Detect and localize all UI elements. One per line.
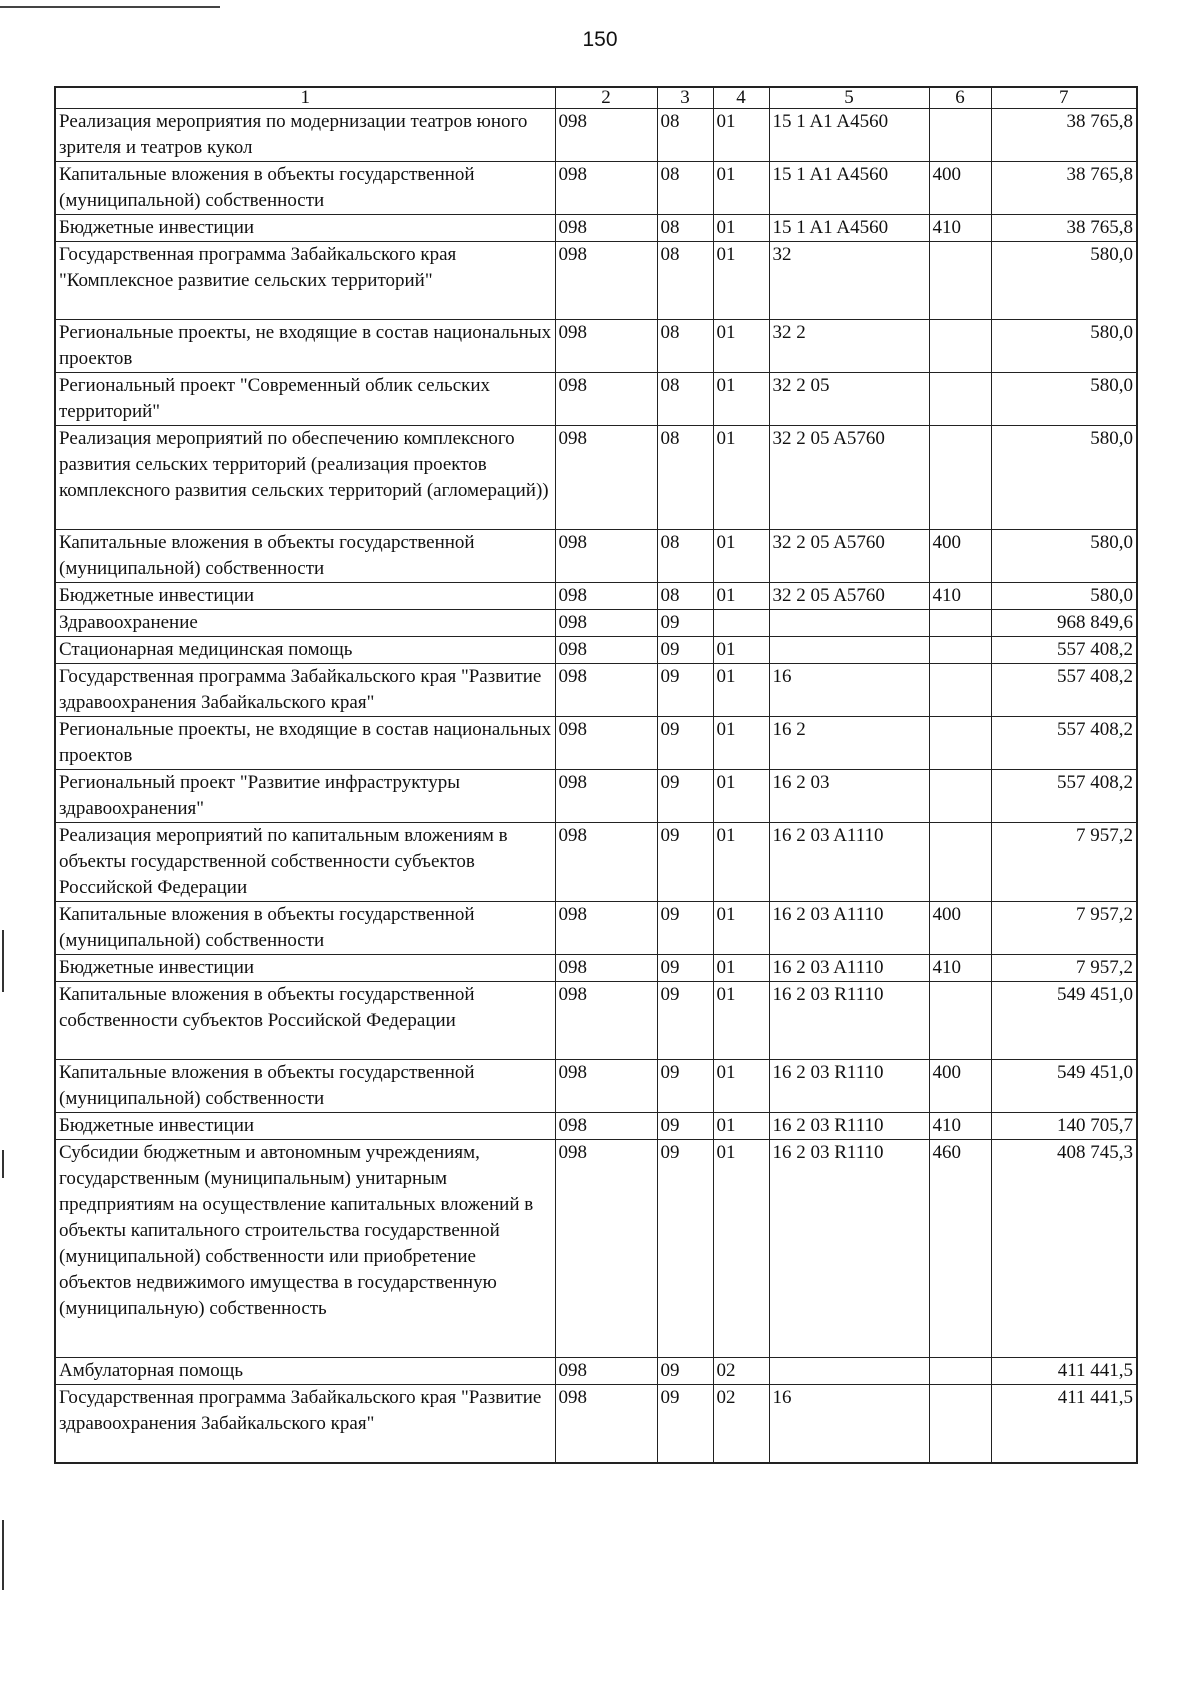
row-subsection-cell: 01 (713, 530, 769, 583)
row-amount-cell: 580,0 (991, 530, 1137, 583)
row-name-cell: Региональные проекты, не входящие в состав национальных проектов (55, 320, 555, 373)
row-subsection-cell: 01 (713, 1113, 769, 1140)
table-row (55, 637, 1137, 664)
table-row (55, 215, 1137, 242)
row-type-cell (929, 637, 991, 664)
row-code-cell: 098 (555, 373, 657, 426)
row-code-cell: 098 (555, 982, 657, 1060)
row-code-cell: 098 (555, 1060, 657, 1113)
table-row (55, 823, 1137, 902)
row-name-cell: Государственная программа Забайкальского края "Комплексное развитие сельских территорий" (55, 242, 555, 320)
table-row (55, 902, 1137, 955)
row-type-cell (929, 373, 991, 426)
header-row (55, 87, 1137, 109)
row-amount-cell: 7 957,2 (991, 902, 1137, 955)
row-section-cell: 09 (657, 664, 713, 717)
row-subsection-cell: 01 (713, 823, 769, 902)
row-code-cell: 098 (555, 530, 657, 583)
row-section-cell: 09 (657, 1060, 713, 1113)
row-target-cell: 16 2 03 A1110 (769, 902, 929, 955)
row-amount-cell: 580,0 (991, 373, 1137, 426)
row-code-cell: 098 (555, 1140, 657, 1358)
row-amount-cell: 140 705,7 (991, 1113, 1137, 1140)
row-subsection-cell: 01 (713, 215, 769, 242)
row-target-cell (769, 1358, 929, 1385)
header-cell: 2 (555, 87, 657, 109)
row-type-cell: 400 (929, 902, 991, 955)
header-cell: 5 (769, 87, 929, 109)
row-type-cell (929, 717, 991, 770)
header-cell: 1 (55, 87, 555, 109)
row-section-cell: 09 (657, 637, 713, 664)
row-section-cell: 08 (657, 373, 713, 426)
row-section-cell: 08 (657, 530, 713, 583)
row-type-cell: 400 (929, 1060, 991, 1113)
table-row (55, 1358, 1137, 1385)
table-row (55, 373, 1137, 426)
row-type-cell (929, 770, 991, 823)
row-target-cell: 32 2 05 A5760 (769, 583, 929, 610)
table-row (55, 530, 1137, 583)
row-subsection-cell: 02 (713, 1358, 769, 1385)
row-amount-cell: 411 441,5 (991, 1385, 1137, 1463)
row-amount-cell: 557 408,2 (991, 664, 1137, 717)
row-name-cell: Капитальные вложения в объекты государственной (муниципальной) собственности (55, 1060, 555, 1113)
row-target-cell: 16 (769, 664, 929, 717)
row-name-cell: Бюджетные инвестиции (55, 583, 555, 610)
row-subsection-cell: 01 (713, 664, 769, 717)
row-type-cell (929, 242, 991, 320)
table-row (55, 770, 1137, 823)
row-amount-cell: 7 957,2 (991, 823, 1137, 902)
row-amount-cell: 411 441,5 (991, 1358, 1137, 1385)
header-cell: 3 (657, 87, 713, 109)
row-code-cell: 098 (555, 610, 657, 637)
row-target-cell: 15 1 A1 A4560 (769, 109, 929, 162)
row-subsection-cell: 01 (713, 109, 769, 162)
row-subsection-cell: 01 (713, 426, 769, 530)
row-name-cell: Субсидии бюджетным и автономным учреждениям, государственным (муниципальным) унитарным предприятиям на осуществление капитальных вложений в объекты капитального строительства государственной (муниципальной) собственности или приобретение объектов недвижимого имущества в государственную (муниципальную) собственность (55, 1140, 555, 1358)
table-row (55, 664, 1137, 717)
row-name-cell: Здравоохранение (55, 610, 555, 637)
budget-table (54, 86, 1138, 1464)
row-subsection-cell: 02 (713, 1385, 769, 1463)
table-row (55, 982, 1137, 1060)
row-amount-cell: 7 957,2 (991, 955, 1137, 982)
row-type-cell: 410 (929, 215, 991, 242)
row-subsection-cell: 01 (713, 717, 769, 770)
row-section-cell: 08 (657, 215, 713, 242)
table-row (55, 610, 1137, 637)
row-name-cell: Капитальные вложения в объекты государственной (муниципальной) собственности (55, 530, 555, 583)
scan-top-rule (0, 6, 220, 8)
row-name-cell: Реализация мероприятий по капитальным вложениям в объекты государственной собственности субъектов Российской Федерации (55, 823, 555, 902)
row-subsection-cell: 01 (713, 373, 769, 426)
row-subsection-cell: 01 (713, 770, 769, 823)
row-code-cell: 098 (555, 242, 657, 320)
row-subsection-cell: 01 (713, 242, 769, 320)
table-row (55, 717, 1137, 770)
row-code-cell: 098 (555, 215, 657, 242)
row-code-cell: 098 (555, 902, 657, 955)
row-name-cell: Реализация мероприятий по обеспечению комплексного развития сельских территорий (реализация проектов комплексного развития сельских территорий (агломераций)) (55, 426, 555, 530)
row-name-cell: Бюджетные инвестиции (55, 215, 555, 242)
row-subsection-cell: 01 (713, 320, 769, 373)
row-amount-cell: 408 745,3 (991, 1140, 1137, 1358)
row-section-cell: 09 (657, 1140, 713, 1358)
row-code-cell: 098 (555, 955, 657, 982)
row-subsection-cell: 01 (713, 955, 769, 982)
row-type-cell (929, 982, 991, 1060)
row-target-cell (769, 610, 929, 637)
row-code-cell: 098 (555, 637, 657, 664)
row-name-cell: Реализация мероприятия по модернизации театров юного зрителя и театров кукол (55, 109, 555, 162)
row-name-cell: Капитальные вложения в объекты государственной (муниципальной) собственности (55, 162, 555, 215)
row-type-cell (929, 1358, 991, 1385)
table-row (55, 1385, 1137, 1463)
row-code-cell: 098 (555, 162, 657, 215)
row-target-cell: 32 2 05 A5760 (769, 530, 929, 583)
row-name-cell: Региональный проект "Современный облик сельских территорий" (55, 373, 555, 426)
row-amount-cell: 549 451,0 (991, 1060, 1137, 1113)
row-target-cell: 15 1 A1 A4560 (769, 162, 929, 215)
row-amount-cell: 557 408,2 (991, 770, 1137, 823)
row-section-cell: 09 (657, 770, 713, 823)
row-target-cell: 16 2 03 R1110 (769, 1113, 929, 1140)
row-target-cell: 32 2 05 A5760 (769, 426, 929, 530)
row-subsection-cell: 01 (713, 1140, 769, 1358)
row-section-cell: 08 (657, 109, 713, 162)
header-cell: 4 (713, 87, 769, 109)
row-target-cell (769, 637, 929, 664)
row-name-cell: Амбулаторная помощь (55, 1358, 555, 1385)
row-section-cell: 09 (657, 1113, 713, 1140)
row-section-cell: 09 (657, 955, 713, 982)
row-amount-cell: 580,0 (991, 583, 1137, 610)
row-name-cell: Стационарная медицинская помощь (55, 637, 555, 664)
row-amount-cell: 557 408,2 (991, 717, 1137, 770)
row-amount-cell: 38 765,8 (991, 109, 1137, 162)
row-subsection-cell: 01 (713, 637, 769, 664)
table-row (55, 1113, 1137, 1140)
row-section-cell: 09 (657, 1358, 713, 1385)
row-code-cell: 098 (555, 1113, 657, 1140)
row-type-cell (929, 426, 991, 530)
row-target-cell: 32 (769, 242, 929, 320)
row-subsection-cell: 01 (713, 583, 769, 610)
table-row (55, 1060, 1137, 1113)
row-amount-cell: 580,0 (991, 242, 1137, 320)
table-row (55, 320, 1137, 373)
row-amount-cell: 557 408,2 (991, 637, 1137, 664)
row-target-cell: 32 2 05 (769, 373, 929, 426)
row-section-cell: 08 (657, 320, 713, 373)
row-type-cell: 410 (929, 955, 991, 982)
page-number: 150 (582, 28, 618, 51)
row-name-cell: Государственная программа Забайкальского края "Развитие здравоохранения Забайкальского края" (55, 1385, 555, 1463)
row-type-cell: 410 (929, 583, 991, 610)
row-subsection-cell: 01 (713, 162, 769, 215)
row-name-cell: Бюджетные инвестиции (55, 955, 555, 982)
row-target-cell: 16 2 (769, 717, 929, 770)
scan-margin-mark (2, 1520, 4, 1590)
row-subsection-cell: 01 (713, 902, 769, 955)
row-name-cell: Бюджетные инвестиции (55, 1113, 555, 1140)
row-name-cell: Региональный проект "Развитие инфраструктуры здравоохранения" (55, 770, 555, 823)
row-target-cell: 16 2 03 R1110 (769, 1060, 929, 1113)
row-amount-cell: 580,0 (991, 320, 1137, 373)
row-target-cell: 16 2 03 R1110 (769, 982, 929, 1060)
row-code-cell: 098 (555, 109, 657, 162)
row-subsection-cell (713, 610, 769, 637)
row-name-cell: Государственная программа Забайкальского края "Развитие здравоохранения Забайкальского края" (55, 664, 555, 717)
row-type-cell (929, 664, 991, 717)
row-amount-cell: 38 765,8 (991, 162, 1137, 215)
row-section-cell: 09 (657, 982, 713, 1060)
row-code-cell: 098 (555, 1385, 657, 1463)
row-type-cell: 400 (929, 530, 991, 583)
row-section-cell: 09 (657, 902, 713, 955)
row-code-cell: 098 (555, 770, 657, 823)
row-target-cell: 15 1 A1 A4560 (769, 215, 929, 242)
row-type-cell (929, 823, 991, 902)
scan-margin-mark (2, 930, 4, 992)
row-code-cell: 098 (555, 823, 657, 902)
table-row (55, 109, 1137, 162)
row-section-cell: 09 (657, 610, 713, 637)
row-target-cell: 16 2 03 A1110 (769, 823, 929, 902)
row-code-cell: 098 (555, 583, 657, 610)
row-type-cell (929, 610, 991, 637)
table-row (55, 583, 1137, 610)
table-row (55, 955, 1137, 982)
row-section-cell: 09 (657, 823, 713, 902)
row-code-cell: 098 (555, 717, 657, 770)
row-target-cell: 16 2 03 A1110 (769, 955, 929, 982)
row-name-cell: Капитальные вложения в объекты государственной (муниципальной) собственности (55, 902, 555, 955)
row-type-cell: 460 (929, 1140, 991, 1358)
row-type-cell (929, 109, 991, 162)
row-section-cell: 08 (657, 426, 713, 530)
row-section-cell: 09 (657, 1385, 713, 1463)
row-section-cell: 09 (657, 717, 713, 770)
row-target-cell: 32 2 (769, 320, 929, 373)
scan-margin-mark (2, 1150, 4, 1178)
row-name-cell: Капитальные вложения в объекты государственной собственности субъектов Российской Федерации (55, 982, 555, 1060)
row-amount-cell: 580,0 (991, 426, 1137, 530)
row-type-cell (929, 320, 991, 373)
row-amount-cell: 549 451,0 (991, 982, 1137, 1060)
header-cell: 6 (929, 87, 991, 109)
row-code-cell: 098 (555, 1358, 657, 1385)
row-section-cell: 08 (657, 242, 713, 320)
row-code-cell: 098 (555, 664, 657, 717)
table-row (55, 426, 1137, 530)
row-section-cell: 08 (657, 583, 713, 610)
row-section-cell: 08 (657, 162, 713, 215)
row-code-cell: 098 (555, 426, 657, 530)
row-subsection-cell: 01 (713, 982, 769, 1060)
row-code-cell: 098 (555, 320, 657, 373)
row-target-cell: 16 2 03 (769, 770, 929, 823)
row-amount-cell: 968 849,6 (991, 610, 1137, 637)
row-name-cell: Региональные проекты, не входящие в состав национальных проектов (55, 717, 555, 770)
header-cell: 7 (991, 87, 1137, 109)
row-subsection-cell: 01 (713, 1060, 769, 1113)
table-row (55, 1140, 1137, 1358)
row-type-cell (929, 1385, 991, 1463)
row-type-cell: 410 (929, 1113, 991, 1140)
table-row (55, 242, 1137, 320)
row-type-cell: 400 (929, 162, 991, 215)
row-target-cell: 16 (769, 1385, 929, 1463)
row-amount-cell: 38 765,8 (991, 215, 1137, 242)
row-target-cell: 16 2 03 R1110 (769, 1140, 929, 1358)
table-row (55, 162, 1137, 215)
